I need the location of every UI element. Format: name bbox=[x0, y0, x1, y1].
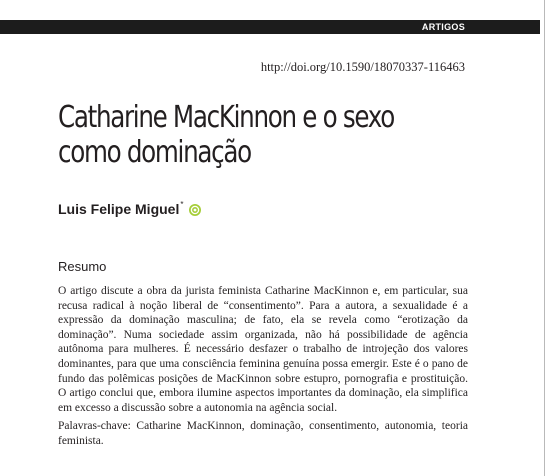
author-footnote-mark[interactable]: * bbox=[180, 200, 184, 209]
section-header-bar bbox=[0, 20, 540, 34]
abstract-heading: Resumo bbox=[58, 259, 107, 274]
orcid-icon-graphic bbox=[189, 204, 201, 216]
keywords: Palavras-chave: Catharine MacKinnon, dominação, consentimento, autonomia, teoria feminista. bbox=[58, 420, 468, 447]
orcid-icon[interactable] bbox=[189, 203, 201, 215]
author-line bbox=[58, 201, 201, 217]
author-name: Luis Felipe Miguel bbox=[58, 201, 180, 217]
section-label: ARTIGOS bbox=[421, 22, 465, 32]
doi-link[interactable]: http://doi.org/10.1590/18070337-116463 bbox=[260, 60, 465, 74]
abstract-body: O artigo discute a obra da jurista feminista Catharine MacKinnon e, em particular, sua recusa radical à noção liberal de “consentimento”. Para a autora, a sexualidade é a expressão da dominação masculina; de fato, ela se revela como “erotização da dominação”. Numa sociedade assim organizada, não há possibilidade de agência autônoma para mulheres. É necessário desfazer o trabalho de introjeção dos valores dominantes, para que uma consciência feminina genuína possa emergir. Este é o pano de fundo das polêmicas posições de MacKinnon sobre estupro, pornografia e prostituição. O artigo conclui que, embora ilumine aspectos importantes da dominação, ela simplifica em excesso a discussão sobre a autonomia na agência social. bbox=[58, 285, 468, 414]
article-title: Catharine MacKinnon e o sexo como dominação bbox=[58, 100, 394, 170]
